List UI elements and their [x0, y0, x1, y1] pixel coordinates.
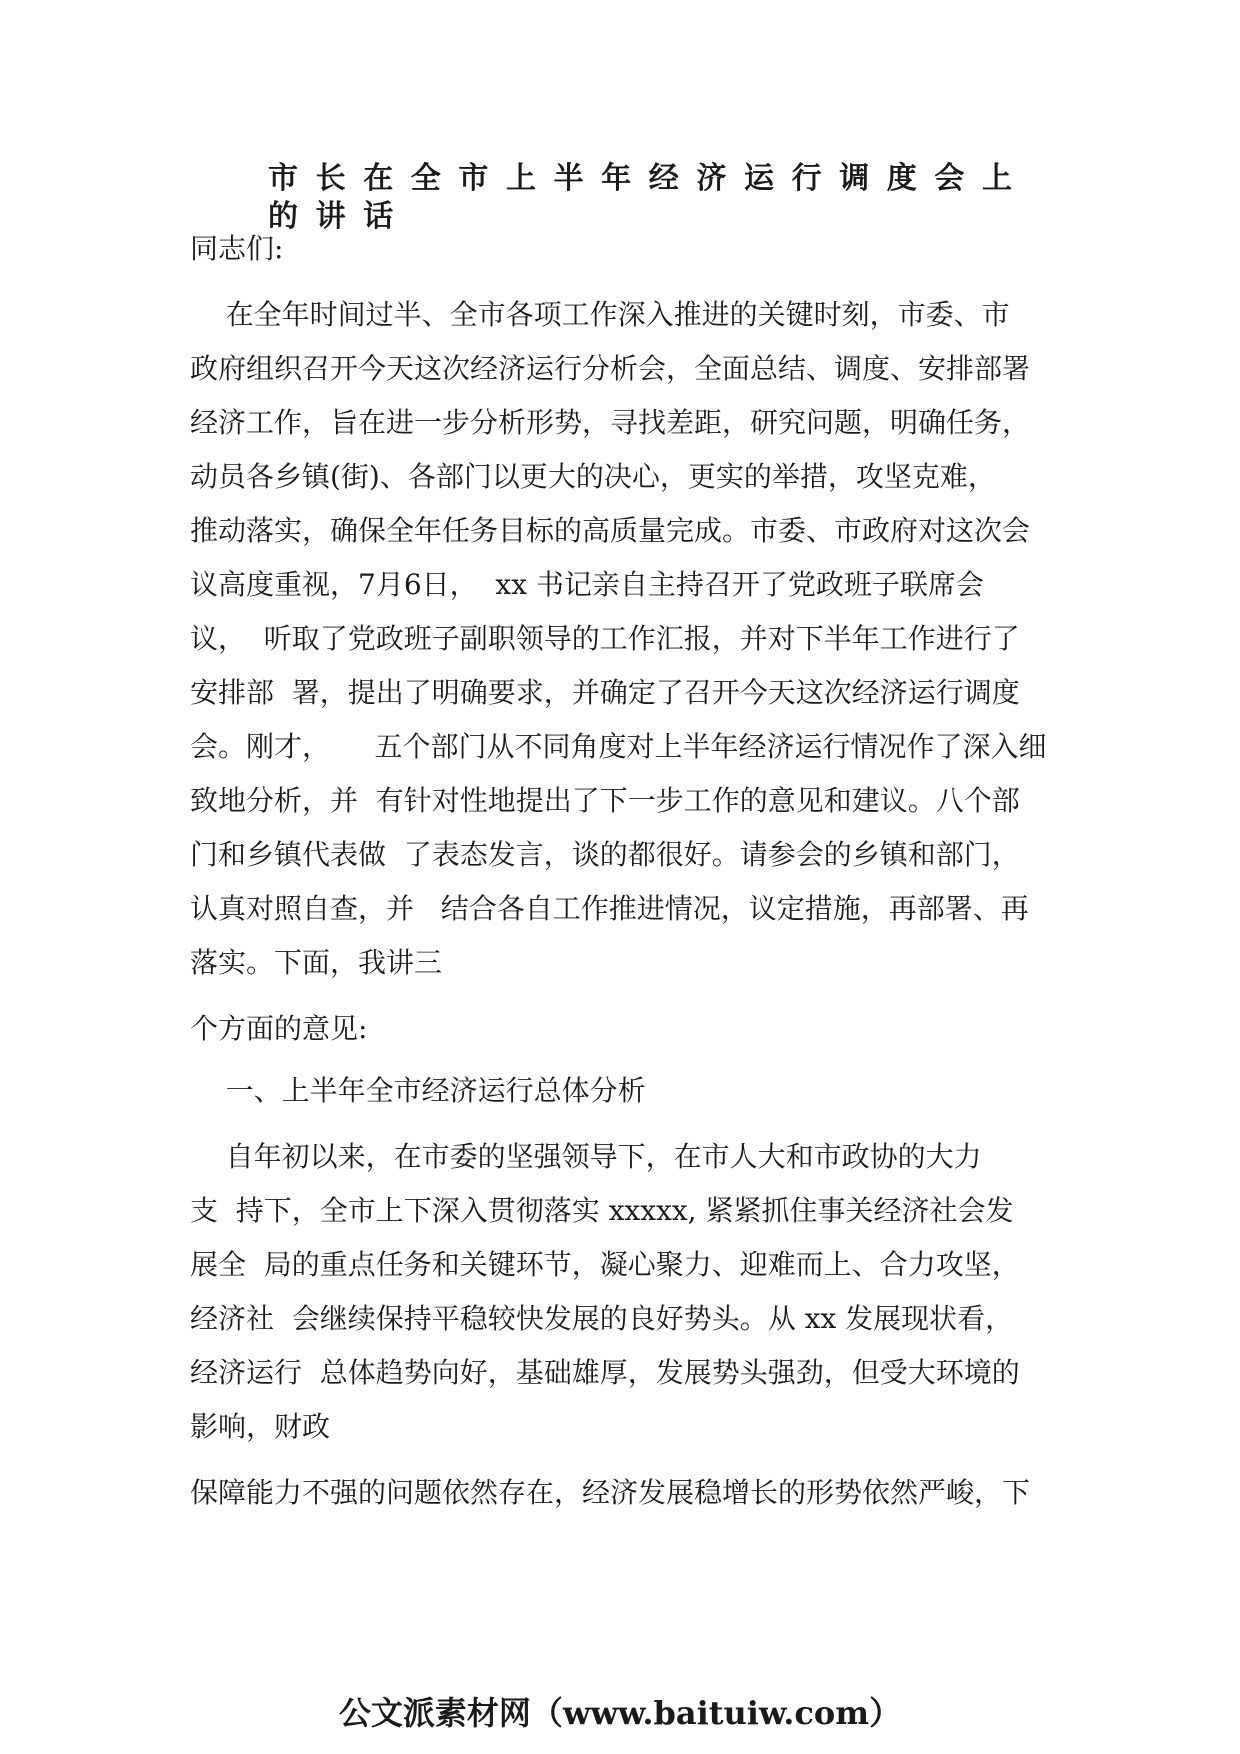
paragraph-line: 展全 局的重点任务和关键环节，凝心聚力、迎难而上、合力攻坚， [190, 1248, 1020, 1281]
paragraph-line: 自年初以来，在市委的坚强领导下，在市人大和市政协的大力 [190, 1140, 982, 1173]
paragraph-line: 保障能力不强的问题依然存在，经济发展稳增长的形势依然严峻，下 [190, 1476, 1031, 1509]
paragraph-line: 议， 听取了党政班子副职领导的工作汇报，并对下半年工作进行了 [190, 622, 1020, 655]
paragraph-line: 落实。下面，我讲三 [190, 946, 443, 979]
paragraph-line: 经济工作，旨在进一步分析形势，寻找差距，研究问题，明确任务， [190, 406, 1031, 439]
paragraph-line: 个方面的意见: [190, 1012, 368, 1045]
paragraph-line: 影响，财政 [190, 1410, 331, 1443]
paragraph-line: 致地分析，并 有针对性地提出了下一步工作的意见和建议。八个部 [190, 784, 1020, 817]
document-title: 市长在全市上半年经济运行调度会上的讲话 [268, 161, 1030, 234]
paragraph-line: 会。刚才， 五个部门从不同角度对上半年经济运行情况作了深入细 [190, 730, 1047, 763]
paragraph-line: 门和乡镇代表做 了表态发言，谈的都很好。请参会的乡镇和部门， [190, 838, 1020, 871]
paragraph-line: 政府组织召开今天这次经济运行分析会，全面总结、调度、安排部署 [190, 352, 1031, 385]
paragraph-line: 支 持下，全市上下深入贯彻落实 xxxxx, 紧紧抓住事关经济社会发 [190, 1194, 1014, 1227]
paragraph-line: 议高度重视，7月6日， xx 书记亲自主持召开了党政班子联席会 [190, 568, 984, 601]
paragraph-line: 动员各乡镇(街)、各部门以更大的决心，更实的举措，攻坚克难， [190, 460, 996, 493]
paragraph-line: 在全年时间过半、全市各项工作深入推进的关键时刻，市委、市 [190, 298, 1010, 331]
paragraph-line: 经济运行 总体趋势向好，基础雄厚，发展势头强劲，但受大环境的 [190, 1356, 1020, 1389]
section-heading: 一、上半年全市经济运行总体分析 [190, 1074, 646, 1107]
salutation: 同志们: [190, 232, 284, 265]
paragraph-line: 认真对照自查，并 结合各自工作推进情况，议定措施，再部署、再 [190, 892, 1029, 925]
paragraph-line: 经济社 会继续保持平稳较快发展的良好势头。从 xx 发展现状看， [190, 1302, 1014, 1335]
paragraph-line: 推动落实，确保全年任务目标的高质量完成。市委、市政府对这次会 [190, 514, 1031, 547]
footer-watermark: 公文派素材网（www.baituiw.com） [338, 1694, 902, 1732]
paragraph-line: 安排部 署，提出了明确要求，并确定了召开今天这次经济运行调度 [190, 676, 1020, 709]
